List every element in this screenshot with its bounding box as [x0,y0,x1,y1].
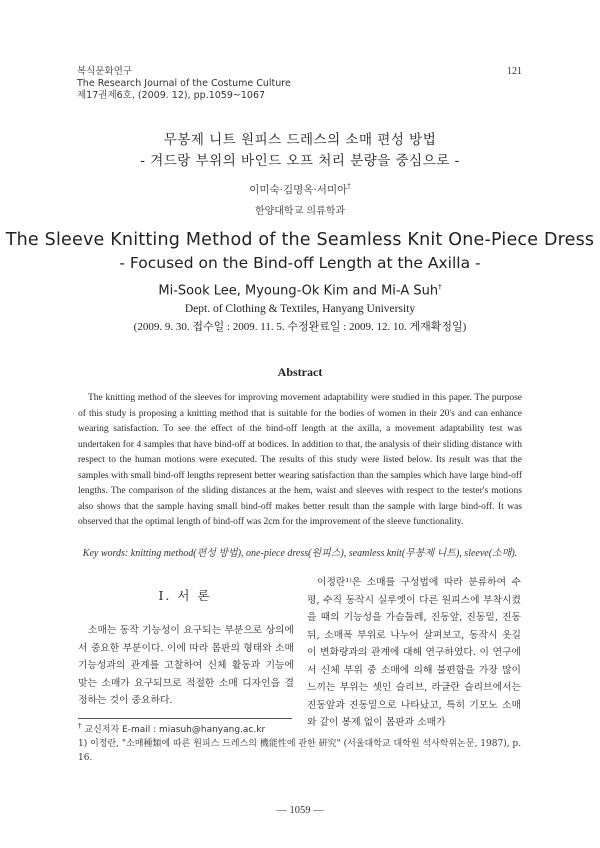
corresponding-mark: † [347,182,351,191]
footnote-dagger: † [78,722,82,730]
running-header [77,66,291,102]
korean-affiliation: 한양대학교 의류학과 [254,206,346,217]
english-affiliation: Dept. of Clothing & Textiles, Hanyang University [184,303,416,315]
korean-title: 무봉제 니트 원피스 드레스의 소매 편성 방법 [163,132,437,148]
abstract-heading: Abstract [277,365,323,379]
footnote-corresponding-text: 교신저자 E-mail : miasuh@hanyang.ac.kr [84,725,266,735]
journal-issue: 제17권제6호, (2009. 12), pp.1059~1067 [77,90,266,101]
intro-left-column: 소매는 동작 기능성이 요구되는 부분으로 상의에서 중요한 부분이다. 이에 따라 몸판의 형태와 소매 기능성과의 관계를 고찰하여 신체 활동과 기능에 맞는 소매가 요구되므로 적절한 소매 디자인을 결정하는 것이 중요하다. [78,625,294,706]
footnote-corresponding [78,722,265,735]
submission-dates: (2009. 9. 30. 접수일 : 2009. 11. 5. 수정완료일 : 2009. 12. 10. 게재확정일) [133,321,467,333]
journal-name-english: The Research Journal of the Costume Culture [77,78,291,89]
abstract-body: The knitting method of the sleeves for improving movement adaptability were studied in this paper. The purpose of this study is proposing a knitting method that is suitable for the bodies of women in their 20's and can enhance wearing satisfaction. To see the effect of the bind-off length at the axilla, a movement adaptability test was undertaken for 4 samples that have bind-off at bodices. In addition to that, the analysis of their sliding distance with respect to the human motions were executed. The results of this study were listed below. Its result was that the samples with small bind-off lengths represent better wearing satisfaction than the samples which have large bind-off lengths. The comparison of the sliding distances at the hem, waist and sleeves with respect to the tester's motions also shows that the sample having small bind-off makes better result than the sample with large bind-off. It was observed that the optimal length of bind-off was 2cm for the improvement of the sleeve functionality. [78,393,522,527]
journal-name-korean: 복식문화연구 [77,66,133,77]
header-page-number: 121 [507,66,522,77]
page-footer-number: — 1059 — [276,805,324,816]
footnote-reference-1: 1) 이정란, "소매種類에 따른 원피스 드레스의 機能性에 관한 硏究" (서울대학교 대학원 석사학위논문, 1987), p. 16. [78,739,522,763]
english-subtitle: - Focused on the Bind-off Length at the Axilla - [119,254,481,272]
korean-authors-text: 이미숙·김명옥·서미아 [249,184,348,196]
section-title: Ⅰ. 서 론 [158,588,212,603]
intro-right-column: 이정란¹⁾은 소매를 구성법에 따라 분류하여 수평, 수직 동작시 실루엣이 다른 원피스에 부착시켰을 때의 기능성을 가슴둘레, 진동앞, 진동밑, 진동뒤, 소매폭 부위로 나누어 살펴보고, 동작시 옷길이 변화량과의 관계에 대해 연구하였다. 이 연구에서 신체 부위 중 소매에 의해 불편함을 가장 많이 느끼는 부위는 셋인 슬리브, 라글란 슬리브에서는 진동앞과 진동밑으로 나타났고, 특히 기모노 소매와 같이 봉제 없이 몸판과 소매가 [307,577,521,728]
footnote-divider [78,718,292,719]
english-title: The Sleeve Knitting Method of the Seamless Knit One-Piece Dress [5,230,595,250]
english-authors [0,283,600,298]
english-authors-text: Mi-Sook Lee, Myoung-Ok Kim and Mi-A Suh [158,283,439,299]
korean-authors [0,182,600,197]
corresponding-mark-en: † [438,283,442,291]
korean-subtitle: - 겨드랑 부위의 바인드 오프 처리 분량을 중심으로 - [140,153,460,169]
keywords: Key words: knitting method(편성 방법), one-piece dress(원피스), seamless knit(무봉제 니트), sleeve(소매). [82,548,518,559]
